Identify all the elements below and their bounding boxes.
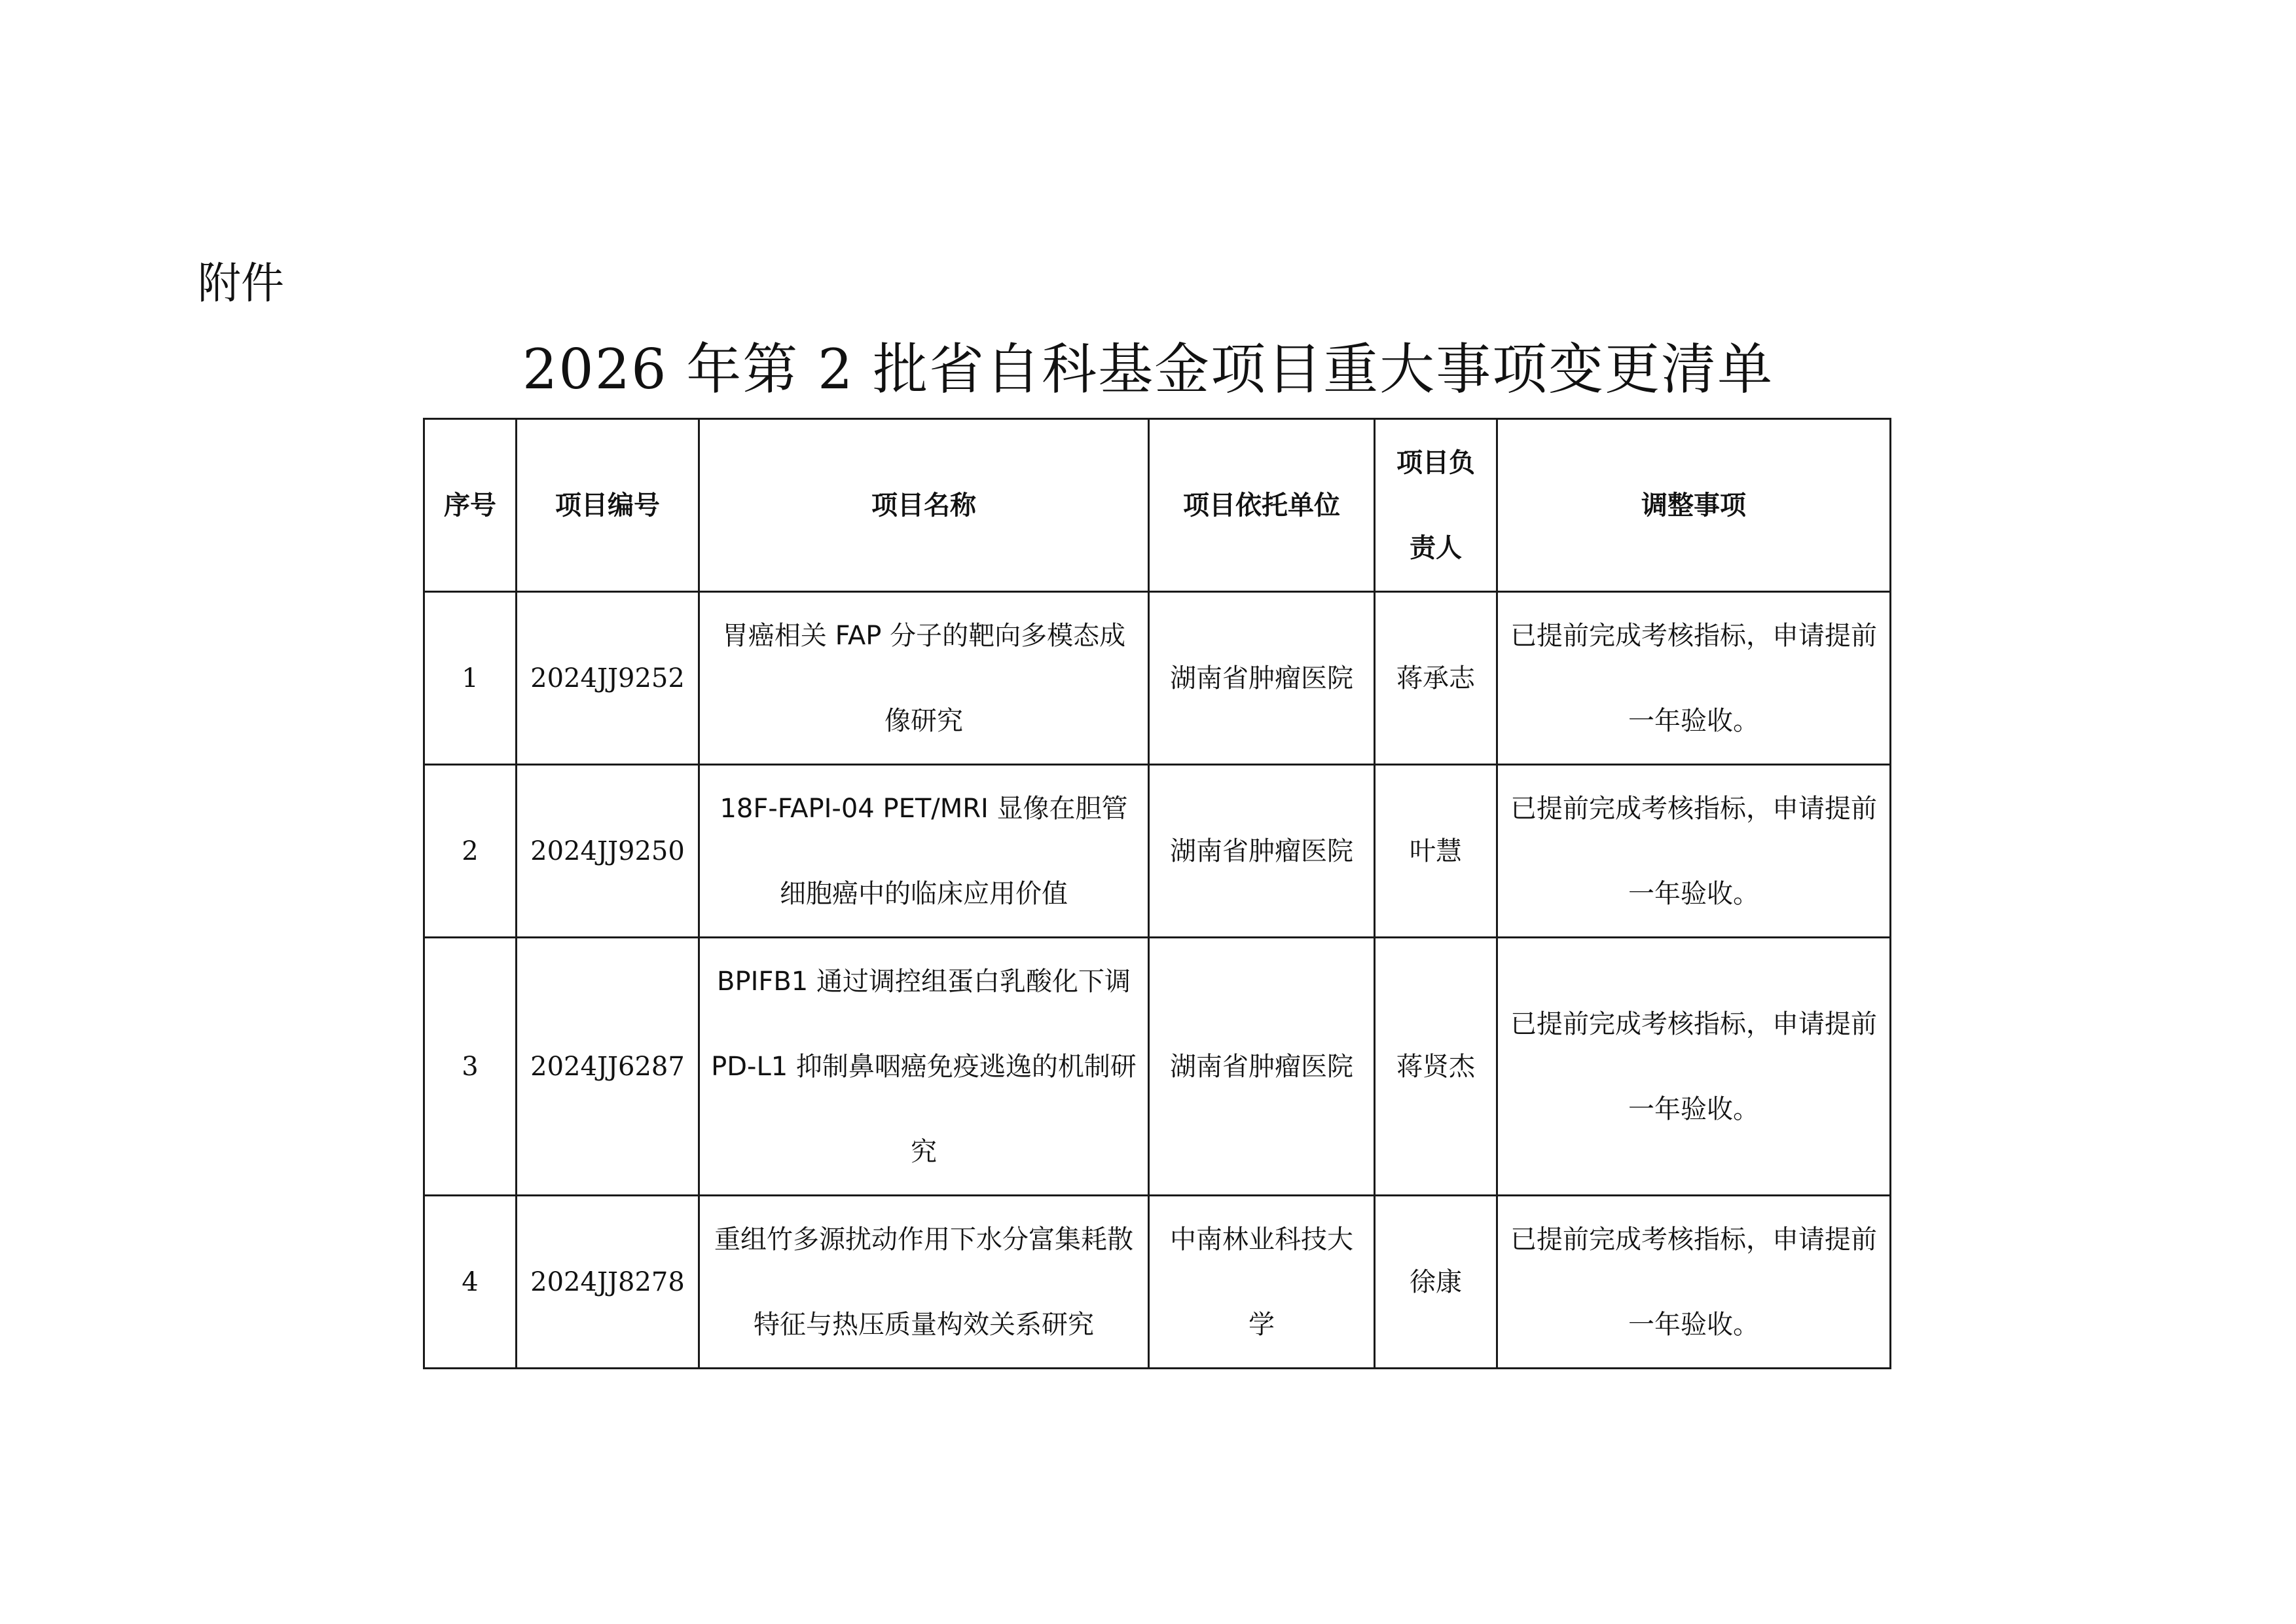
header-adjustment: 调整事项 — [1497, 419, 1891, 592]
row-project-code: 2024JJ6287 — [517, 938, 699, 1196]
header-host-unit: 项目依托单位 — [1149, 419, 1375, 592]
header-project-name: 项目名称 — [699, 419, 1149, 592]
row-project-name: 18F-FAPI-04 PET/MRI 显像在胆管细胞癌中的临床应用价值 — [699, 765, 1149, 938]
header-project-code: 项目编号 — [517, 419, 699, 592]
row-leader: 蒋承志 — [1375, 592, 1497, 765]
row-host-unit: 湖南省肿瘤医院 — [1149, 592, 1375, 765]
row-project-name: BPIFB1 通过调控组蛋白乳酸化下调 PD-L1 抑制鼻咽癌免疫逃逸的机制研究 — [699, 938, 1149, 1196]
row-index: 1 — [424, 592, 517, 765]
change-list-table — [423, 418, 1891, 1369]
table-row — [424, 765, 1891, 938]
header-index: 序号 — [424, 419, 517, 592]
row-leader: 蒋贤杰 — [1375, 938, 1497, 1196]
table-header-row — [424, 419, 1891, 592]
row-project-code: 2024JJ8278 — [517, 1196, 699, 1369]
row-adjustment: 已提前完成考核指标，申请提前一年验收。 — [1497, 592, 1891, 765]
row-host-unit: 湖南省肿瘤医院 — [1149, 938, 1375, 1196]
table-row — [424, 592, 1891, 765]
row-project-code: 2024JJ9250 — [517, 765, 699, 938]
row-leader: 叶慧 — [1375, 765, 1497, 938]
row-index: 3 — [424, 938, 517, 1196]
attachment-label: 附件 — [198, 258, 284, 308]
row-host-unit: 湖南省肿瘤医院 — [1149, 765, 1375, 938]
row-leader: 徐康 — [1375, 1196, 1497, 1369]
header-leader: 项目负责人 — [1375, 419, 1497, 592]
table-row — [424, 938, 1891, 1196]
row-adjustment: 已提前完成考核指标，申请提前一年验收。 — [1497, 938, 1891, 1196]
row-index: 4 — [424, 1196, 517, 1369]
row-project-name: 胃癌相关 FAP 分子的靶向多模态成像研究 — [699, 592, 1149, 765]
row-project-code: 2024JJ9252 — [517, 592, 699, 765]
table-row — [424, 1196, 1891, 1369]
row-index: 2 — [424, 765, 517, 938]
document-title: 2026 年第 2 批省自科基金项目重大事项变更清单 — [522, 337, 1774, 401]
row-adjustment: 已提前完成考核指标，申请提前一年验收。 — [1497, 1196, 1891, 1369]
row-adjustment: 已提前完成考核指标，申请提前一年验收。 — [1497, 765, 1891, 938]
row-host-unit: 中南林业科技大学 — [1149, 1196, 1375, 1369]
row-project-name: 重组竹多源扰动作用下水分富集耗散特征与热压质量构效关系研究 — [699, 1196, 1149, 1369]
